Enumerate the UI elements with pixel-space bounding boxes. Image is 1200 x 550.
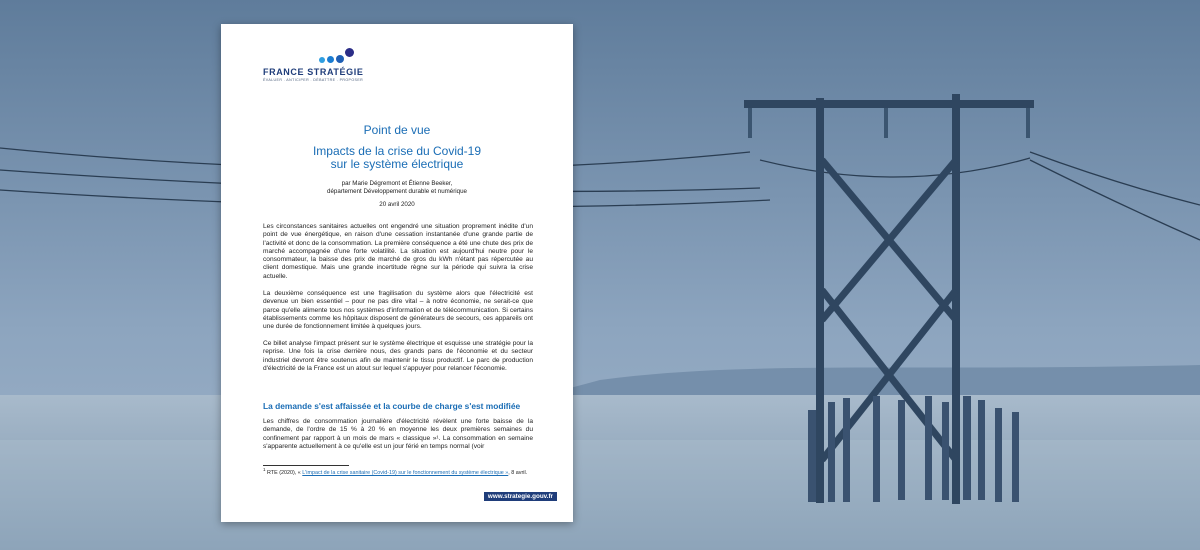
footnote-link[interactable]: L'impact de la crise sanitaire (Covid-19) sur le fonctionnement du système électrique » xyxy=(302,469,509,476)
paragraph-3: Ce billet analyse l'impact présent sur le système électrique et esquisse une stratégie pour la reprise. Une fois la crise derrière nous, des grands pans de l'économie et du secteur industriel devront être soutenus afin de maintenir le tissu productif. Le parc de production d'électricité de la France est un atout sur lequel s'appuyer pour relancer l'économie. xyxy=(263,340,533,372)
authors-line-2: département Développement durable et numérique xyxy=(327,188,467,195)
logo-tagline: ÉVALUER . ANTICIPER . DÉBATTRE . PROPOSER xyxy=(263,78,364,82)
paragraph-2: La deuxième conséquence est une fragilisation du système alors que l'électricité est devenue un bien essentiel – pour ne pas dire vital – à notre économie, ne serait-ce que parce qu'elle alimente tous nos systèmes d'information et de télécommunication. Si certains établissements comme les hôpitaux disposent de générateurs de secours, ces appareils ont une durée de fonctionnement limitée à quelques jours. xyxy=(263,290,533,331)
website-badge[interactable]: www.strategie.gouv.fr xyxy=(484,492,557,501)
footnote-rule xyxy=(263,465,349,466)
footnote xyxy=(263,467,533,476)
france-strategie-logo xyxy=(263,50,383,100)
footnote-suffix: , 8 avril. xyxy=(508,469,528,476)
title-line-1: Impacts de la crise du Covid-19 xyxy=(312,144,482,158)
section-heading: La demande s'est affaissée et la courbe de charge s'est modifiée xyxy=(263,401,521,411)
paragraph-1: Les circonstances sanitaires actuelles ont engendré une situation proprement inédite d'un point de vue énergétique, en raison d'une cessation instantanée d'une grande partie de l'activité et donc de la consommation. La première conséquence a été une chute des prix de marché accompagnée d'une forte volatilité. La situation est aujourd'hui neutre pour le consommateur, la baisse des prix de marché de gros du kWh n'étant pas répercutée au client domestique. Mais une grande incertitude règne sur la période qui suivra la crise actuelle. xyxy=(263,223,533,280)
logo-dot-3 xyxy=(336,55,344,63)
logo-dot-2 xyxy=(327,56,334,63)
logo-dot-4 xyxy=(345,48,354,57)
title-line-2: sur le système électrique xyxy=(330,157,464,171)
logo-dot-1 xyxy=(319,57,325,63)
logo-name: FRANCE STRATÉGIE xyxy=(263,67,364,77)
document-page xyxy=(221,24,573,522)
authors xyxy=(221,180,573,196)
mist xyxy=(0,440,1200,550)
footnote-prefix: RTE (2020), « xyxy=(267,469,301,476)
authors-line-1: par Marie Dégremont et Étienne Beeker, xyxy=(341,180,453,187)
publication-date: 20 avril 2020 xyxy=(379,201,415,208)
footnote-number: 1 xyxy=(263,467,266,472)
document-kicker: Point de vue xyxy=(363,123,431,137)
section-paragraph: Les chiffres de consommation journalière d'électricité révèlent une forte baisse de la demande, de l'ordre de 15 % à 20 % en moyenne les deux premières semaines du confinement par rapport à un mois de mars « classique »¹. La consommation en semaine s'apparente actuellement à ce qu'elle est un jour férié en temps normal (voir xyxy=(263,418,533,450)
document-title xyxy=(221,145,573,171)
